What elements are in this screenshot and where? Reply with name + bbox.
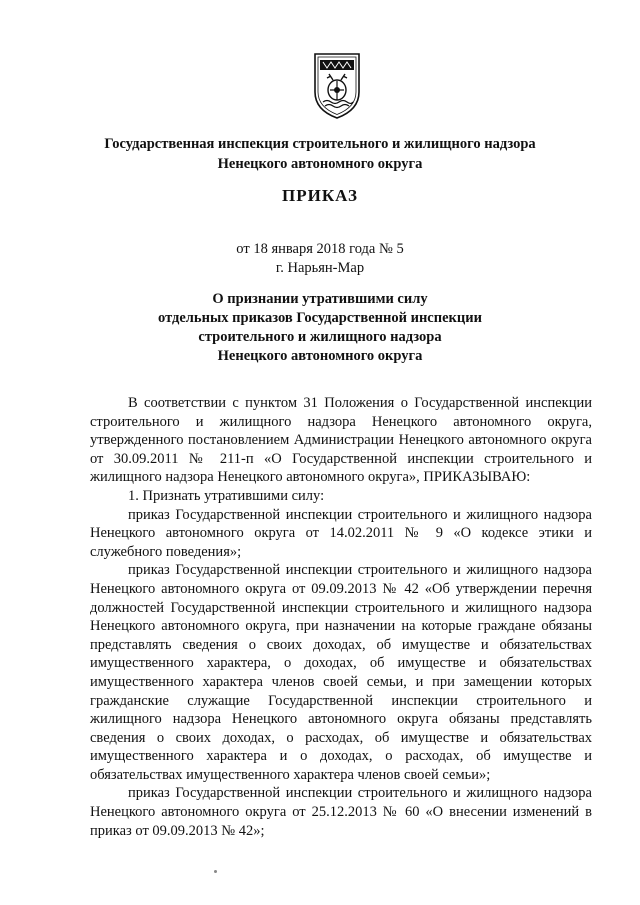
document-subject [60,290,580,366]
subject-line-3: строительного и жилищного надзора [198,329,442,345]
document-title: ПРИКАЗ [282,186,358,205]
organization-name [60,134,580,174]
scan-dot [214,870,217,873]
subject-line-4: Ненецкого автономного округа [217,348,423,364]
body-paragraph: приказ Государственной инспекции строительного и жилищного надзора Ненецкого автономного округа от 25.12.2013 № 60 «О внесении изменений в приказ от 09.09.2013 № 42»; [90,785,592,839]
date-and-number: от 18 января 2018 года № 5 [236,241,404,257]
organization-name-line-2: Ненецкого автономного округа [217,156,423,172]
subject-line-2: отдельных приказов Государственной инспекции [158,310,482,326]
coat-of-arms-icon [311,48,363,120]
organization-name-line-1: Государственная инспекция строительного и жилищного надзора [104,136,536,152]
document-body [90,394,592,840]
body-paragraph: приказ Государственной инспекции строительного и жилищного надзора Ненецкого автономного округа от 14.02.2011 № 9 «О кодексе этики и служебного поведения»; [90,506,592,560]
body-paragraph: 1. Признать утратившими силу: [128,487,325,504]
document-meta [60,240,580,278]
body-paragraph: приказ Государственной инспекции строительного и жилищного надзора Ненецкого автономного округа от 09.09.2013 № 42 «Об утверждении перечня должностей Государственной инспекции строительного и жилищного надзора Ненецкого автономного округа, при назначении на которые граждане обязаны представлять сведения о своих доходах, об имуществе и обязательствах имущественного характера, о доходах, об имуществе и обязательствах имущественного характера членов своей семьи, и при замещении которых гражданские служащие Государственной инспекции строительного и жилищного надзора Ненецкого автономного округа обязаны представлять сведения о своих доходах, о расходах, об имуществе и обязательствах имущественного характера и о доходах, о расходах, об имуществе и обязательствах имущественного характера членов своей семьи»; [90,562,592,783]
subject-line-1: О признании утратившими силу [212,291,428,307]
place: г. Нарьян-Мар [275,260,365,276]
body-paragraph: В соответствии с пунктом 31 Положения о Государственной инспекции строительного и жилищного надзора Ненецкого автономного округа, утвержденного постановлением Администрации Ненецкого автономного округа от 30.09.2011 № 211-п «О Государственной инспекции строительного и жилищного надзора Ненецкого автономного округа», ПРИКАЗЫВАЮ: [90,395,592,486]
